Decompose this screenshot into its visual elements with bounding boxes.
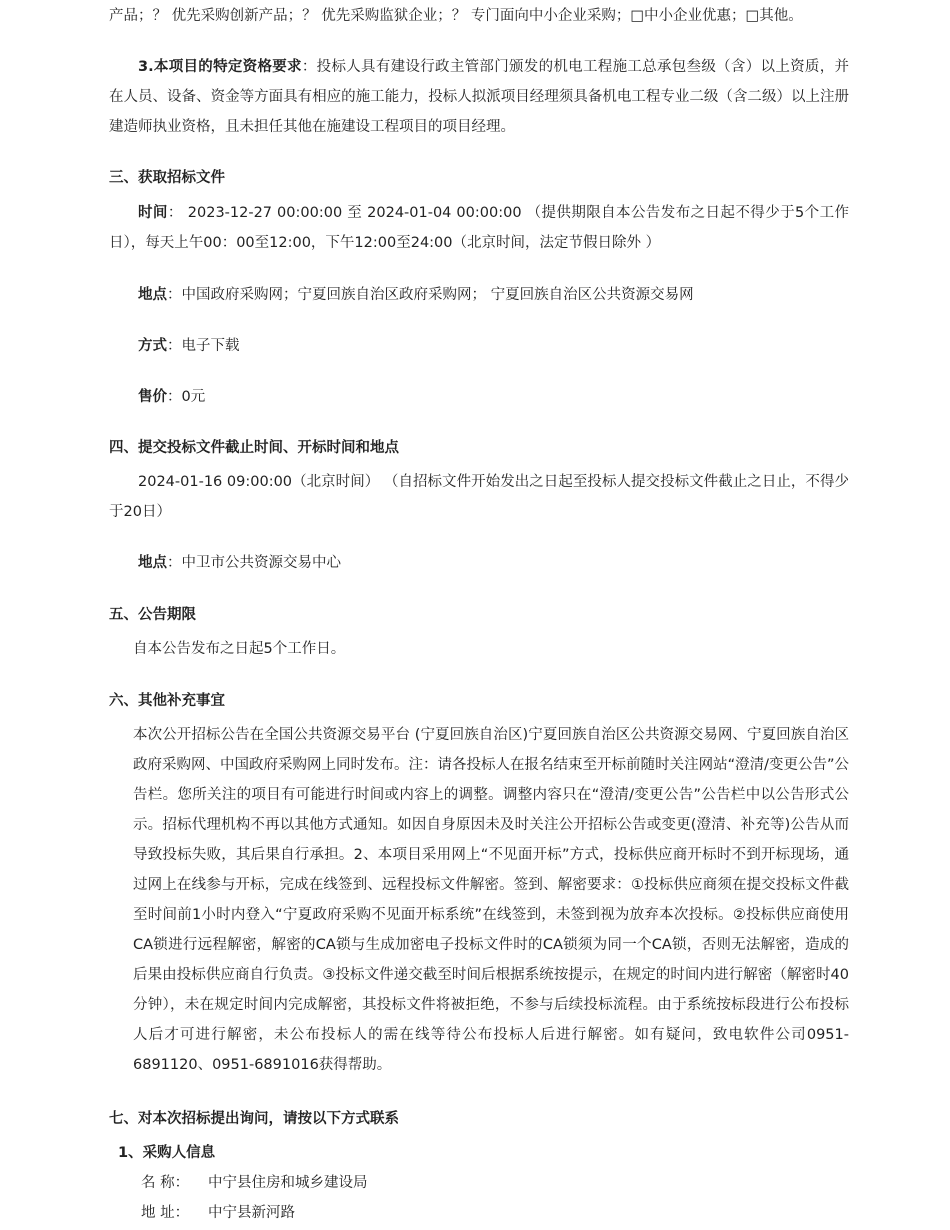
obtain-price	[109, 382, 205, 412]
section-3-title: 三、获取招标文件	[109, 170, 225, 186]
purchaser-name	[109, 1168, 368, 1198]
opening-place-text: ：中卫市公共资源交易中心	[167, 555, 341, 571]
purchaser-name-value: 中宁县住房和城乡建设局	[208, 1175, 368, 1191]
obtain-method	[109, 331, 240, 361]
purchaser-name-label: 名 称：	[141, 1175, 190, 1191]
method-text: ：电子下载	[167, 338, 240, 354]
section-4-title: 四、提交投标文件截止时间、开标时间和地点	[109, 440, 399, 456]
method-label: 方式	[138, 338, 167, 354]
obtain-time	[109, 198, 849, 258]
purchaser-address-value: 中宁县新河路	[208, 1205, 295, 1221]
time-text: ： 2023-12-27 00:00:00 至 2024-01-04 00:00:00 （提供期限自本公告发布之日起不得少于5个工作日），每天上午00：00至12:00，下午12:00至24:00（北京时间，法定节假日除外 ）	[109, 205, 849, 251]
notice-period: 自本公告发布之日起5个工作日。	[133, 641, 346, 657]
section-5-title: 五、公告期限	[109, 607, 196, 623]
opening-place	[109, 548, 341, 578]
purchaser-address-label: 地 址：	[141, 1205, 190, 1221]
section-6-title: 六、其他补充事宜	[109, 693, 225, 709]
purchaser-address	[109, 1198, 295, 1228]
supplementary-paragraph: 本次公开招标公告在全国公共资源交易平台 (宁夏回族自治区)宁夏回族自治区公共资源交易网、宁夏回族自治区政府采购网、中国政府采购网上同时发布。注：请各投标人在报名结束至开标前随时关注网站“澄清/变更公告”公告栏。您所关注的项目有可能进行时间或内容上的调整。调整内容只在“澄清/变更公告”公告栏中以公告形式公示。招标代理机构不再以其他方式通知。如因自身原因未及时关注公开招标公告或变更(澄清、补充等)公告从而导致投标失败，其后果自行承担。2、本项目采用网上“不见面开标”方式，投标供应商开标时不到开标现场，通过网上在线参与开标，完成在线签到、远程投标文件解密。签到、解密要求：①投标供应商须在提交投标文件截至时间前1小时内登入“宁夏政府采购不见面开标系统”在线签到，未签到视为放弃本次投标。②投标供应商使用CA锁进行远程解密，解密的CA锁与生成加密电子投标文件时的CA锁须为同一个CA锁，否则无法解密，造成的后果由投标供应商自行负责。③投标文件递交截至时间后根据系统按提示，在规定的时间内进行解密（解密时40分钟），未在规定时间内完成解密，其投标文件将被拒绝，不参与后续投标流程。由于系统按标段进行公布投标人后才可进行解密，未公布投标人的需在线等待公布投标人后进行解密。如有疑问，致电软件公司0951-6891120、0951-6891016获得帮助。	[133, 727, 849, 1073]
section-7-title: 七、对本次招标提出询问，请按以下方式联系	[109, 1111, 399, 1127]
policy-line: 产品；？ 优先采购创新产品；？ 优先采购监狱企业；？ 专门面向中小企业采购；□中小企业优惠；□其他。	[109, 8, 803, 24]
time-label: 时间	[138, 205, 168, 221]
qualification-label: 3.本项目的特定资格要求	[138, 59, 302, 75]
qualification-paragraph	[109, 52, 849, 142]
purchaser-info-title: 1、采购人信息	[118, 1145, 216, 1161]
obtain-place	[109, 280, 694, 310]
deadline-paragraph: 2024-01-16 09:00:00（北京时间） （自招标文件开始发出之日起至投标人提交投标文件截止之日止，不得少于20日）	[109, 474, 849, 520]
place-label: 地点	[138, 287, 167, 303]
qualification-text: ：投标人具有建设行政主管部门颁发的机电工程施工总承包叁级（含）以上资质，并在人员、设备、资金等方面具有相应的施工能力，投标人拟派项目经理须具备机电工程专业二级（含二级）以上注册建造师执业资格，且未担任其他在施建设工程项目的项目经理。	[109, 59, 849, 135]
opening-place-label: 地点	[138, 555, 167, 571]
price-text: ：0元	[167, 389, 206, 405]
place-text: ：中国政府采购网；宁夏回族自治区政府采购网； 宁夏回族自治区公共资源交易网	[167, 287, 694, 303]
price-label: 售价	[138, 389, 167, 405]
